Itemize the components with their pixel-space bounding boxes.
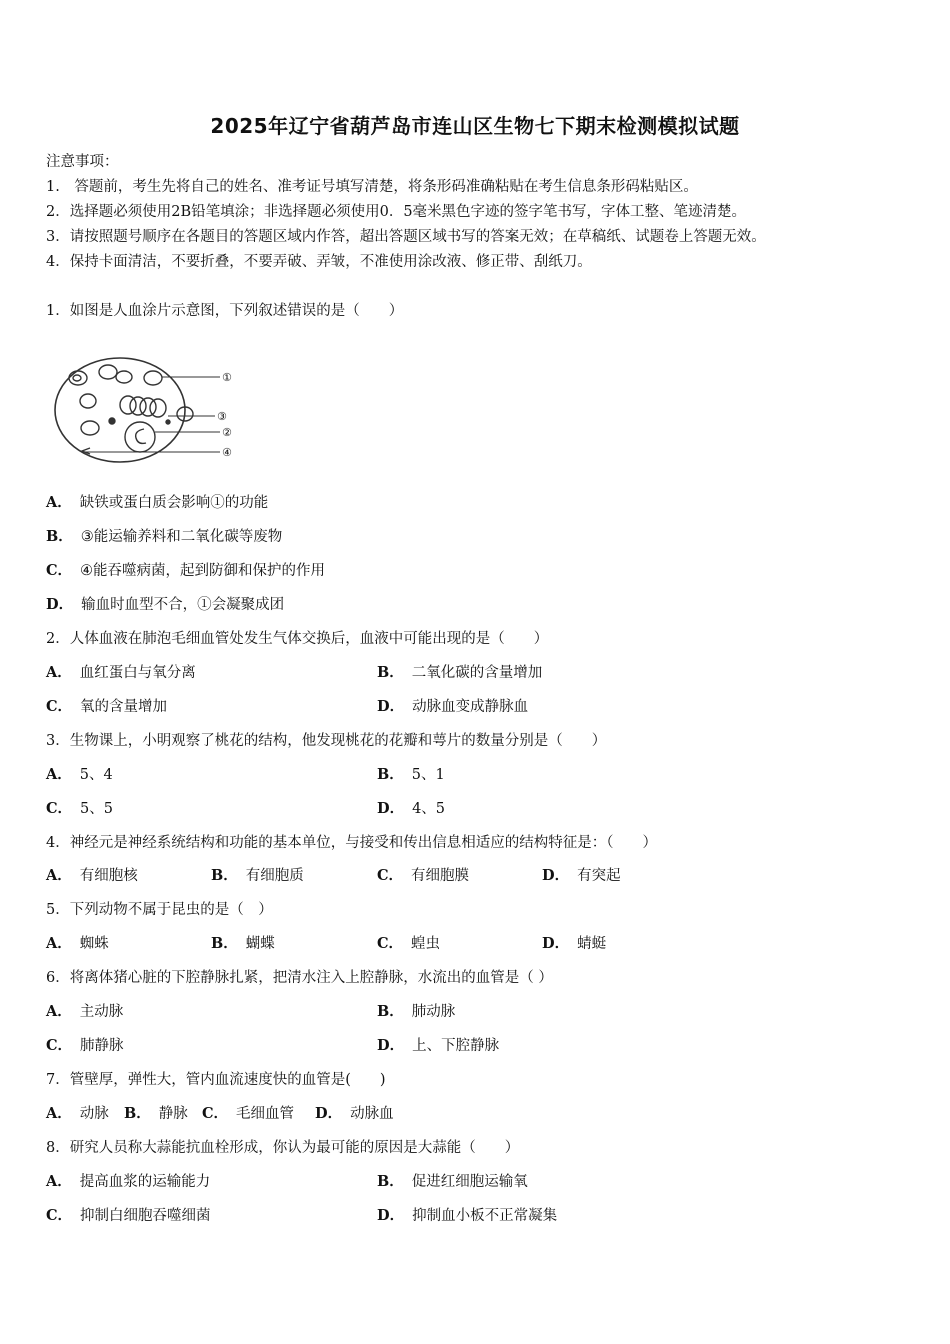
option-key: D． [46, 596, 74, 613]
option-key: D． [377, 698, 405, 715]
question-4-stem: 4．神经元是神经系统结构和功能的基本单位，与接受和传出信息相适应的结构特征是：（ ） [46, 835, 657, 851]
option-item [46, 1172, 210, 1192]
option-key: B． [211, 867, 238, 884]
option-key: B． [377, 1173, 404, 1190]
option-text: 动脉 [79, 1106, 109, 1122]
option-text: 输血时血型不合，①会凝聚成团 [81, 597, 285, 613]
option-item [46, 765, 113, 785]
question-3-stem: 3．生物课上，小明观察了桃花的结构，他发现桃花的花瓣和萼片的数量分别是（ ） [46, 733, 607, 749]
option-key: A． [46, 766, 72, 783]
note-item: 1. 答题前，考生先将自己的姓名、准考证号填写清楚，将条形码准确粘贴在考生信息条形码粘贴区。 [46, 179, 698, 195]
option-key: C． [46, 698, 73, 715]
option-text: 蜻蜓 [577, 936, 607, 952]
platelet [109, 418, 115, 424]
option-item [377, 765, 445, 785]
option-key: B． [211, 935, 238, 952]
option-text: ④能吞噬病菌，起到防御和保护的作用 [80, 563, 326, 579]
option-text: 有细胞膜 [411, 868, 470, 884]
question-1-stem: 1．如图是人血涂片示意图，下列叙述错误的是（ ） [46, 303, 404, 319]
red-cell-stack [150, 399, 166, 417]
question-5-stem: 5．下列动物不属于昆虫的是（ ） [46, 902, 273, 918]
option-key: C． [46, 800, 73, 817]
note-item: 2．选择题必须使用2B铅笔填涂；非选择题必须使用0．5毫米黑色字迹的签字笔书写，字体工整、笔迹清楚。 [46, 204, 747, 220]
option-item [377, 866, 469, 886]
option-text: 蝗虫 [411, 936, 441, 952]
option-item [46, 1206, 211, 1226]
option-item [542, 866, 621, 886]
white-cell [125, 422, 155, 452]
marker-1: ① [222, 371, 232, 384]
question-6-stem: 6．将离体猪心脏的下腔静脉扎紧，把清水注入上腔静脉，水流出的血管是（ ） [46, 970, 553, 986]
option-item [377, 1036, 499, 1056]
option-item [377, 697, 528, 717]
option-text: 抑制血小板不正常凝集 [412, 1208, 558, 1224]
option-item [46, 1104, 109, 1124]
option-key: D． [377, 800, 405, 817]
option-item [46, 663, 196, 683]
option-text: 动脉血 [350, 1106, 394, 1122]
option-key: C． [202, 1105, 229, 1122]
option-text: 肺静脉 [80, 1038, 124, 1054]
option-item [377, 1172, 528, 1192]
red-cell-center [73, 375, 81, 381]
option-item [46, 1002, 123, 1022]
option-text: 静脉 [158, 1106, 188, 1122]
option-key: C． [46, 1037, 73, 1054]
option-item [377, 934, 440, 954]
option-key: A． [46, 494, 72, 511]
option-key: A． [46, 1173, 72, 1190]
option-item [377, 1206, 557, 1226]
option-text: 5、1 [411, 767, 445, 783]
option-text: 主动脉 [79, 1004, 124, 1020]
option-key: A． [46, 1105, 72, 1122]
red-cell [81, 421, 99, 435]
option-item [46, 1036, 124, 1056]
red-cell [80, 394, 96, 408]
option-key: A． [46, 664, 72, 681]
question-8-stem: 8．研究人员称大蒜能抗血栓形成，你认为最可能的原因是大蒜能（ ） [46, 1140, 520, 1156]
option-key: C． [46, 562, 73, 579]
option-key: B． [377, 766, 404, 783]
option-item [46, 866, 138, 886]
blood-smear-figure [50, 350, 250, 470]
option-key: A． [46, 867, 72, 884]
option-item [211, 866, 304, 886]
option-item [46, 595, 284, 615]
red-cell [69, 371, 87, 385]
option-item [377, 1002, 455, 1022]
marker-4: ④ [222, 446, 232, 459]
option-text: 5、5 [80, 801, 113, 817]
option-text: 氧的含量增加 [80, 699, 168, 715]
option-text: 毛细血管 [236, 1106, 295, 1122]
option-key: A． [46, 1003, 72, 1020]
option-text: 有突起 [577, 868, 621, 884]
option-text: 蜘蛛 [79, 936, 109, 952]
red-cell [144, 371, 162, 385]
option-item [46, 799, 113, 819]
option-key: A． [46, 935, 72, 952]
option-item [46, 561, 325, 581]
option-item [46, 934, 109, 954]
option-text: 4、5 [412, 801, 446, 817]
option-item [377, 663, 542, 683]
option-key: C． [46, 1207, 73, 1224]
note-item: 4．保持卡面清洁，不要折叠，不要弄破、弄皱，不准使用涂改液、修正带、刮纸刀。 [46, 254, 592, 270]
marker-2: ② [222, 426, 232, 439]
option-text: 二氧化碳的含量增加 [411, 665, 543, 681]
red-cell [116, 371, 132, 383]
option-key: D． [542, 867, 570, 884]
option-text: 促进红细胞运输氧 [411, 1174, 528, 1190]
option-text: 有细胞质 [245, 868, 304, 884]
option-key: D． [377, 1207, 405, 1224]
option-key: B． [377, 1003, 404, 1020]
option-text: 蝴蝶 [245, 936, 275, 952]
option-item [315, 1104, 394, 1124]
option-item [46, 527, 282, 547]
option-text: 5、4 [79, 767, 113, 783]
option-key: D． [542, 935, 570, 952]
option-text: 血红蛋白与氧分离 [79, 665, 196, 681]
marker-3: ③ [217, 410, 227, 423]
white-cell-nucleus [136, 429, 146, 443]
option-text: 抑制白细胞吞噬细菌 [80, 1208, 211, 1224]
option-key: B． [124, 1105, 151, 1122]
option-key: D． [377, 1037, 405, 1054]
option-item [377, 799, 445, 819]
option-item [211, 934, 275, 954]
option-text: 缺铁或蛋白质会影响①的功能 [79, 495, 269, 511]
option-item [202, 1104, 294, 1124]
option-key: D． [315, 1105, 343, 1122]
option-text: 有细胞核 [79, 868, 138, 884]
option-text: 提高血浆的运输能力 [79, 1174, 211, 1190]
option-text: 动脉血变成静脉血 [412, 699, 529, 715]
option-text: ③能运输养料和二氧化碳等废物 [80, 529, 283, 545]
question-2-stem: 2．人体血液在肺泡毛细血管处发生气体交换后，血液中可能出现的是（ ） [46, 631, 549, 647]
page-title: 2025年辽宁省葫芦岛市连山区生物七下期末检测模拟试题 [210, 114, 740, 138]
option-key: C． [377, 867, 404, 884]
option-text: 上、下腔静脉 [412, 1038, 500, 1054]
platelet [166, 420, 170, 424]
notes-heading: 注意事项： [46, 154, 119, 170]
option-key: B． [46, 528, 73, 545]
red-cell [99, 365, 117, 379]
option-key: C． [377, 935, 404, 952]
option-text: 肺动脉 [411, 1004, 456, 1020]
option-item [46, 493, 268, 513]
option-item [124, 1104, 188, 1124]
option-item [542, 934, 606, 954]
option-key: B． [377, 664, 404, 681]
note-item: 3．请按照题号顺序在各题目的答题区域内作答，超出答题区域书写的答案无效；在草稿纸、试题卷上答题无效。 [46, 229, 766, 245]
question-7-stem: 7．管壁厚，弹性大，管内血流速度快的血管是( ) [46, 1072, 386, 1088]
option-item [46, 697, 167, 717]
